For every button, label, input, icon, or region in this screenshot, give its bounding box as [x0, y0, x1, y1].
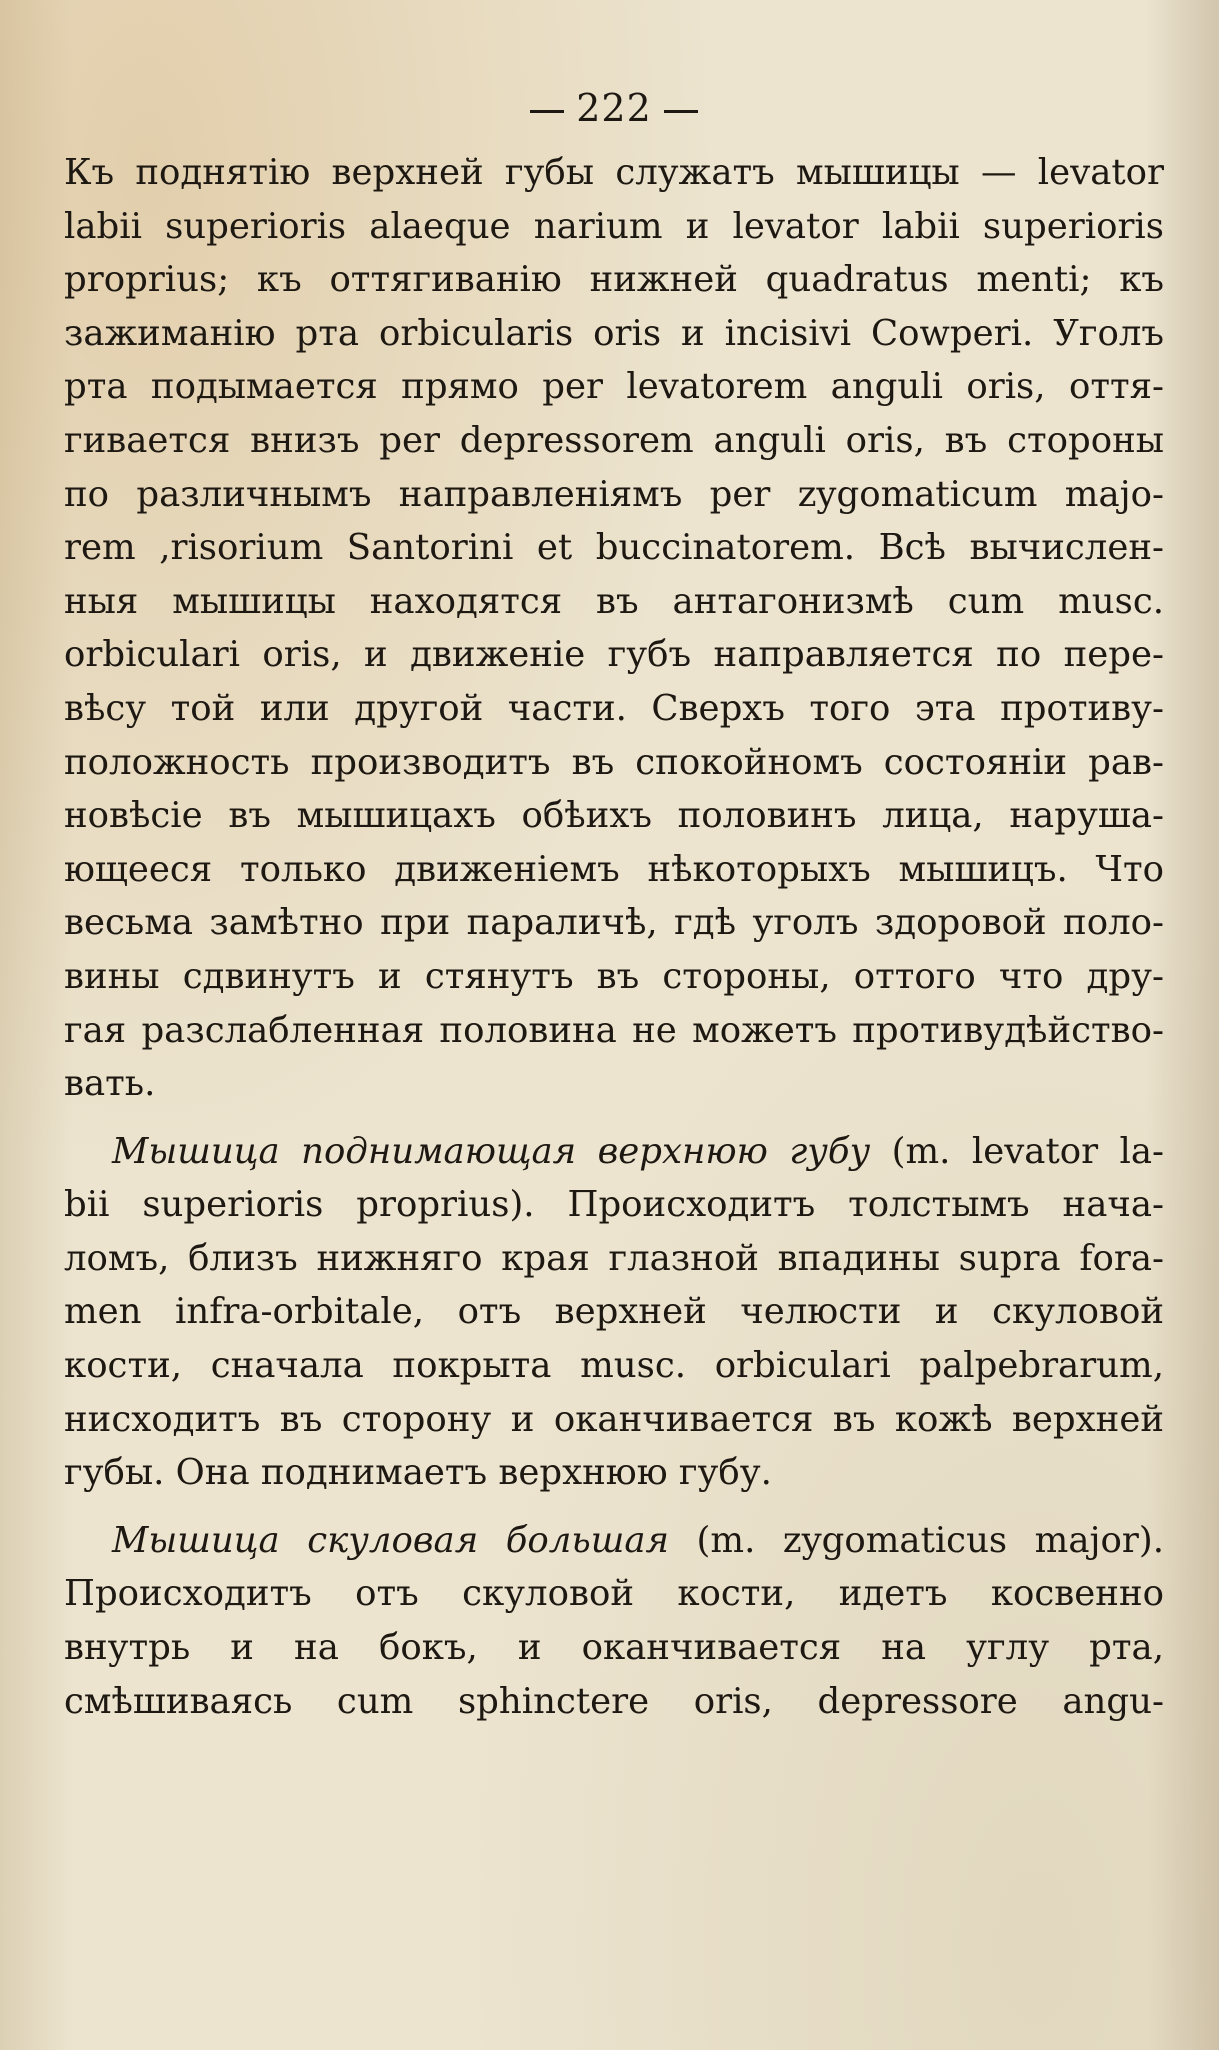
text-line: labii superioris alaeque narium и levator labii superioris: [64, 205, 1164, 247]
paragraph-1: [64, 146, 1164, 1111]
paragraph-3: [64, 1514, 1164, 1728]
paragraph-2: [64, 1125, 1164, 1500]
section-title: Мышица поднимающая верхнюю губу: [112, 1130, 871, 1172]
text-line: смѣшиваясь cum sphinctere oris, depressore angu-: [64, 1680, 1164, 1722]
text-line: гая разслабленная половина не можетъ противудѣйство-: [64, 1009, 1164, 1051]
text-line: Происходитъ отъ скуловой кости, идетъ косвенно: [64, 1573, 1164, 1615]
text-line: кости, сначала покрыта musc. orbiculari palpebrarum,: [64, 1345, 1164, 1387]
text-line: proprius; къ оттягиванію нижней quadratus menti; къ: [64, 259, 1164, 301]
text-line: ломъ, близъ нижняго края глазной впадины supra fora-: [64, 1237, 1164, 1279]
page-number: 222: [64, 88, 1164, 128]
text-line: по различнымъ направленіямъ per zygomaticum majo-: [64, 473, 1164, 515]
text-line: вѣсу той или другой части. Сверхъ того эта противу-: [64, 687, 1164, 729]
text-line: зажиманію рта orbicularis oris и incisivi Cowperi. Уголъ: [64, 312, 1164, 354]
text-line: men infra-orbitale, отъ верхней челюсти и скуловой: [64, 1291, 1164, 1333]
text-line: внутрь и на бокъ, и оканчивается на углу рта,: [64, 1627, 1164, 1669]
book-page: [64, 70, 1164, 2030]
text-line: вать.: [64, 1063, 156, 1105]
text-line: вины сдвинутъ и стянутъ въ стороны, оттого что дру-: [64, 955, 1164, 997]
text-line: положность производитъ въ спокойномъ состояніи рав-: [64, 741, 1164, 783]
right-dash: [664, 110, 698, 113]
text-line: губы. Она поднимаетъ верхнюю губу.: [64, 1452, 772, 1494]
text-line: Къ поднятію верхней губы служатъ мышицы — levator: [64, 152, 1164, 193]
text-line: нисходитъ въ сторону и оканчивается въ кожѣ верхней: [64, 1398, 1164, 1440]
text-line: новѣсіе въ мышицахъ обѣихъ половинъ лица, наруша-: [64, 795, 1164, 837]
left-dash: [530, 110, 564, 113]
text-line: ныя мышицы находятся въ антагонизмѣ cum musc.: [64, 580, 1164, 622]
text-line: рта подымается прямо per levatorem anguli oris, оття-: [64, 366, 1164, 408]
text-line: Мышица скуловая большая (m. zygomaticus major).: [112, 1519, 1164, 1561]
text-line: rem ,risorium Santorini et buccinatorem. Всѣ вычислен-: [64, 527, 1164, 569]
text-line: ющееся только движеніемъ нѣкоторыхъ мышицъ. Что: [64, 848, 1164, 890]
text-line: весьма замѣтно при параличѣ, гдѣ уголъ здоровой поло-: [64, 902, 1164, 944]
text-line: Мышица поднимающая верхнюю губу (m. levator la-: [112, 1130, 1164, 1172]
text-line: orbiculari oris, и движеніе губъ направляется по пере-: [64, 634, 1164, 676]
text-line: bii superioris proprius). Происходитъ толстымъ нача-: [64, 1184, 1164, 1226]
text-line: гивается внизъ per depressorem anguli oris, въ стороны: [64, 419, 1164, 461]
section-title: Мышица скуловая большая: [112, 1519, 670, 1561]
